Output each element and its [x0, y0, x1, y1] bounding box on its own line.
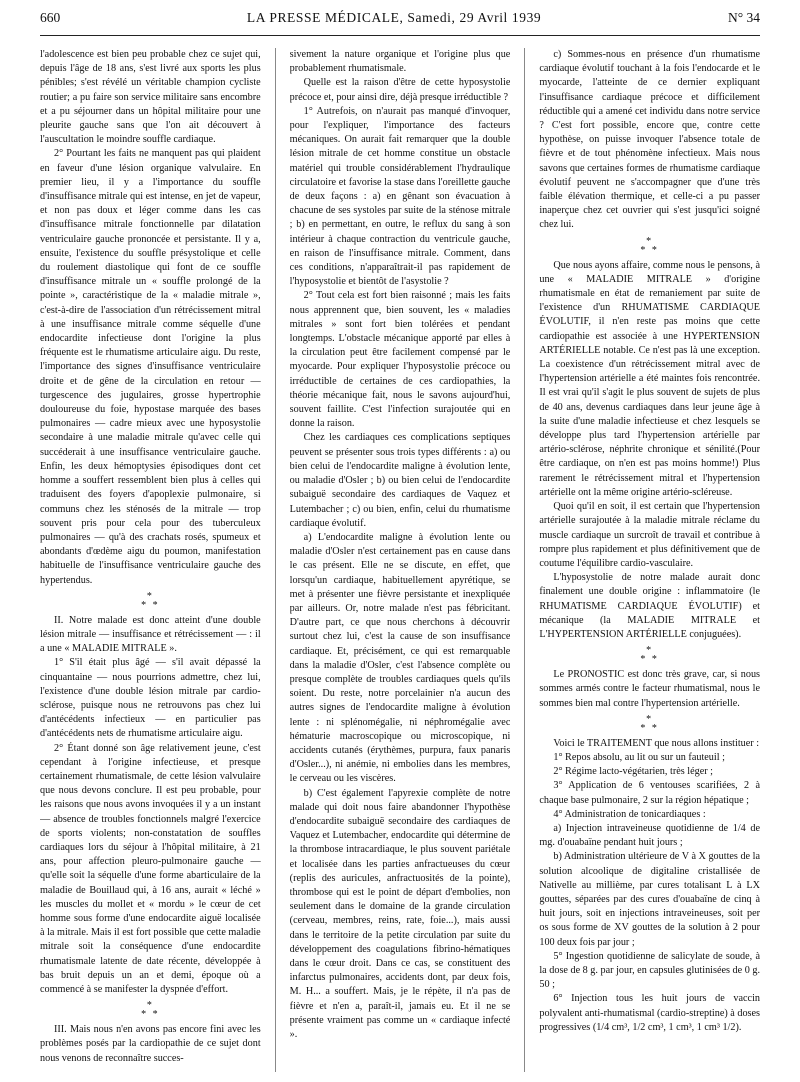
section-separator: * * *	[141, 1000, 160, 1021]
paragraph: III. Mais nous n'en avons pas encore fini avec les problèmes posés par la cardiopathie de ce sujet dont nous venons de reconnaître succes-	[40, 1024, 261, 1064]
paragraph: b) C'est également l'apyrexie complète de notre malade qui doit nous faire abandonner l'hypothèse d'endocardite subaiguë secondaire des cardiaques de Vaquez et Lutembacher, endocardite qui détermine de la thrombose intracardiaque, le plus souvent pariétale et localisée dans les parties anfractueuses du cœur (replis des auricules, anfractuosités de la pointe), thrombose qui est le point de départ d'embolies, non seulement dans le domaine de la grande circulation (cerveau, membres, reins, rate, foie...), mais aussi dans le territoire de la petite circulation par suite du développement des coagulations fibrino-hématiques dans le cœur droit. Dans ce cas, se constituent des infarctus pulmonaires, accidents dont, par deux fois, M. H... a souffert. Mais, je le répète, il n'a pas de fièvre et n'en a, paraît-il, jamais eu. Et il ne se présente vraiment pas comme un « cardiaque infecté ».	[289, 787, 511, 1041]
paragraph: 1° S'il était plus âgé — s'il avait dépassé la cinquantaine — nous pourrions admettre, chez lui, l'existence d'une double lésion mitrale par cardio-sclérose, puisque nous ne retrouvons pas chez lui d'antécédents infectieux — en particulier pas d'antécédents nets de rhumatisme articulaire aigu.	[40, 657, 261, 740]
page-number: 660	[40, 10, 61, 25]
issue-number: N° 34	[727, 10, 760, 25]
paragraph: 1° Autrefois, on n'aurait pas manqué d'invoquer, pour l'expliquer, l'importance des facteurs mécaniques. On aurait fait remarquer que la double lésion mitrale de cet homme constitue un obstacle matériel qui trouble considérablement l'hydraulique circulatoire et favorise la stase dans l'oreillette gauche de deux façons : a) en gênant son évacuation à chacune de ses systoles par suite de la sténose mitrale ; b) en permettant, en outre, le reflux du sang à son intérieur à chaque contraction du ventricule gauche, en raison de l'insuffisance mitrale. Comment, dans ces conditions, n'apparaîtrait-il pas rapidement de l'hyposystolie et bientôt de l'asystolie ?	[289, 105, 511, 288]
paragraph: II. Notre malade est donc atteint d'une double lésion mitrale — insuffisance et rétrécissement — : il a une « MALADIE MITRALE ».	[40, 614, 261, 655]
paragraph: 2° Pourtant les faits ne manquent pas qui plaident en faveur d'une lésion organique valvulaire. En premier lieu, il y a l'importance du souffle d'insuffisance mitrale qui est intense, en jet de vapeur, et non pas doux et léger comme dans les cas d'insuffisance mitrale fonctionnelle par dilatation ventriculaire gauche prononcée et persistante. Il y a, ensuite, l'existence du souffle présystolique et celle du roulement diastolique qui font de ce souffle d'insuffisance mitrale un « souffle prolongé de la pointe », caractéristique de la « maladie mitrale », c'est-à-dire de l'association d'un rétrécissement mitral à une insuffisance mitrale comme séquelle d'une endocardite infectieuse dont l'origine la plus fréquente est le rhumatisme articulaire aigu. Du reste, l'importance des signes d'insuffisance ventriculaire droite et de gêne de la circulation en retour — turgescence des jugulaires, grosse hypertrophie douloureuse du foie, hypostase marquée des bases pulmonaires — cadre mieux avec une hyposystolie secondaire à une maladie mitrale qu'avec celle qui succéderait à une insuffisance ventriculaire gauche. Enfin, les deux hémoptysies épisodiques dont cet homme a souffert ressemblent bien plus à celles qui traduisent des foyers d'apoplexie pulmonaire, si communs chez les sténosés de la mitrale — trop souvent pris pour cela pour des tuberculeux pulmonaires — qu'à des crachats rosés, spumeux et abondants d'œdème aigu du poumon, manifestation habituelle de l'insuffisance ventriculaire gauche des hypertendus.	[40, 148, 261, 586]
paragraph: Voici le TRAITEMENT que nous allons instituer :	[553, 737, 760, 749]
section-separator: * * *	[640, 645, 659, 666]
paragraph: 1° Repos absolu, au lit ou sur un fauteuil ;	[553, 751, 725, 763]
paragraph: sivement la nature organique et l'origine plus que probablement rhumatismale.	[289, 49, 511, 75]
paragraph: a) Injection intraveineuse quotidienne de 1/4 de mg. d'ouabaïne pendant huit jours ;	[539, 822, 761, 849]
paragraph: c) Sommes-nous en présence d'un rhumatisme cardiaque évolutif touchant à la fois l'endocarde et le myocarde, l'atteinte de ce dernier expliquant l'insuffisance cardiaque précoce et difficilement réductible qui a amené cet individu dans notre service ? C'est fort possible, encore que, contre cette hypothèse, on puisse invoquer l'absence totale de fièvre et de tout phénomène infectieux. Mais nous savons que certaines formes de rhumatisme cardiaque évolutif peuvent ne s'accompagner que d'une très faible élévation thermique, et celle-ci a pu passer inaperçue chez cet ouvrier qui s'est jusqu'ici soigné chez lui.	[539, 49, 761, 231]
paragraph: 6° Injection tous les huit jours de vaccin polyvalent anti-rhumatismal (cardio-streptine) à doses progressives (1/4 cm³, 1/2 cm³, 1 cm³, 1 cm³ 1/2).	[539, 993, 761, 1033]
paragraph: 3° Application de 6 ventouses scarifiées, 2 à chaque base pulmonaire, 2 sur la région hépatique ;	[539, 780, 761, 806]
paragraph: Quoi qu'il en soit, il est certain que l'hypertension artérielle surajoutée à la maladie mitrale réclame du muscle cardiaque un surcroît de travail et contribue à rompre plus rapidement et plus définitivement que de coutume l'équilibre cardio-vasculaire.	[539, 501, 761, 569]
column-2	[290, 48, 511, 1072]
paragraph: 2° Tout cela est fort bien raisonné ; mais les faits nous apprennent que, bien souvent, les « maladies mitrales » sont fort bien tolérées et pendant longtemps. L'obstacle mécanique apporté par elles à la circulation peut être facilement compensé par le myocarde. Pour expliquer l'hyposystolie précoce ou irréductible de certaines de ces cardiopathies, la théorie mécanique fait, nous le savons aujourd'hui, souvent faillite. C'est l'infection surajoutée qui en donne la raison.	[289, 290, 511, 430]
section-separator: * * *	[141, 590, 160, 611]
column-divider	[524, 48, 525, 1072]
paragraph: b) Administration ultérieure de V à X gouttes de la solution alcoolique de digitaline cristallisée de Nativelle au millième, par cures totalisant L à LX gouttes, séparées par des cures d'ouabaïne de cinq à huit jours, soit en injections intraveineuses, soit per os sous forme de XV gouttes de la solution à 2 pour 100 deux fois par jour ;	[539, 851, 761, 948]
section-separator: * * *	[640, 713, 659, 734]
section-separator: * * *	[640, 235, 659, 256]
paragraph: Le PRONOSTIC est donc très grave, car, si nous sommes armés contre le facteur rhumatismal, nous le sommes bien mal contre l'hypertension artérielle.	[539, 669, 761, 709]
paragraph: 2° Étant donné son âge relativement jeune, c'est cependant à l'origine infectieuse, et presque certainement rhumatismale, de cette lésion valvulaire que nous devons conclure. Il est peu probable, pour les raisons que nous avons invoquées il y a un instant — absence de troubles fonctionnels malgré l'exercice de sports violents; non-constatation de souffles cardiaques lors du séjour à l'hôpital militaire, à 21 ans, pour affection pleuro-pulmonaire gauche — qu'elle soit la séquelle d'une forme abarticulaire de la maladie de Bouillaud qui, à 16 ans, aurait « léché » les muscles du mollet et « mordu » le cœur de cet homme sous forme d'une endocardite aiguë localisée à la mitrale. Mais il est fort possible que cette maladie mitrale soit la conséquence d'une endocardite rhumatismale latente de date récente, développée à bas bruit depuis un an et demi, époque où a commencé à se manifester la dyspnée d'effort.	[40, 742, 261, 995]
column-1	[40, 48, 261, 1072]
paragraph: Quelle est la raison d'être de cette hyposystolie précoce et, pour ainsi dire, déjà presque irréductible ?	[289, 77, 511, 103]
paragraph: Chez les cardiaques ces complications septiques peuvent se présenter sous trois types différents : a) ou bien celui de l'endocardite maligne à évolution lente, ou maladie d'Osler ; b) ou bien celui de l'endocardite subaiguë secondaire des cardiaques de Vaquez et Lutembacher ; c) ou bien, enfin, celui du rhumatisme cardiaque évolutif.	[289, 432, 511, 529]
column-divider	[275, 48, 276, 1072]
paragraph: L'hyposystolie de notre malade aurait donc finalement une double origine : inflammatoire (le RHUMATISME CARDIAQUE ÉVOLUTIF) et mécanique (la MALADIE MITRALE et L'HYPERTENSION ARTÉRIELLE conjuguées).	[539, 572, 761, 640]
paragraph: 2° Régime lacto-végétarien, très léger ;	[553, 766, 713, 778]
paragraph: 4° Administration de tonicardiaques :	[553, 808, 706, 820]
page-header	[40, 10, 760, 36]
column-3	[539, 48, 760, 1072]
paragraph: a) L'endocardite maligne à évolution lente ou maladie d'Osler n'est certainement pas en cause dans le cas présent. Elle ne se discute, en effet, que lorsqu'un cardiaque, habituellement apyrétique, se met à présenter une fièvre persistante et inexpliquée par ailleurs. Or, notre malade n'est pas fébricitant. D'autre part, ce que nous cherchons à découvrir surtout chez lui, c'est la cause de son insuffisance cardiaque. Et, précisément, ce qui est remarquable dans la maladie d'Osler, c'est l'absence complète ou presque complète de troubles cardiaques quels qu'ils soient. Du reste, notre porcelainier n'a aucun des autres signes de l'endocardite maligne à évolution lente : ni splénomégalie, ni néphromégalie avec hématurie macroscopique ou microscopique, ni accidents cutanés (érythèmes, purpura, faux panaris d'Osler...), ni anémie, ni embolies dans les membres, le cerveau ou les viscères.	[289, 531, 511, 785]
article-body	[40, 48, 760, 1072]
paragraph: l'adolescence est bien peu probable chez ce sujet qui, depuis l'âge de 18 ans, s'est livré aux sports les plus pénibles; s'est révélé un véritable champion cycliste routier; a pu faire son service militaire sans encombre et a pu séjourner dans un hôpital militaire pour une pleurite gauche sans que l'on ait découvert à l'auscultation le moindre souffle cardiaque.	[40, 49, 261, 146]
paragraph: Que nous ayons affaire, comme nous le pensons, à une « MALADIE MITRALE » d'origine rhumatismale en état de remaniement par suite de l'existence d'un RHUMATISME CARDIAQUE ÉVOLUTIF, il n'en reste pas moins que cette cardiopathie est associée à une HYPERTENSION ARTÉRIELLE notable. Ce n'est pas là une exception. La coexistence d'un rétrécissement mitral avec de l'hypertension artérielle a été maintes fois rencontrée. Il est vrai qu'il s'agit le plus souvent de sujets de plus de 40 ans, devenus cardiaques dans leur jeune âge à la suite d'une maladie infectieuse et chez lesquels se développe plus tard l'hypertension artérielle par artério-sclérose, néphrite chronique et sénilité.(Pour être cardiaque, on n'en est pas moins homme!) Plus rarement le rétrécissement mitral et l'hypertension artérielle ont la même origine artério-scléreuse.	[539, 259, 761, 498]
paragraph: 5° Ingestion quotidienne de salicylate de soude, à la dose de 8 g. par jour, en capsules glutinisées de 0 g. 50 ;	[539, 950, 761, 991]
journal-title: LA PRESSE MÉDICALE, Samedi, 29 Avril 1939	[246, 10, 542, 25]
